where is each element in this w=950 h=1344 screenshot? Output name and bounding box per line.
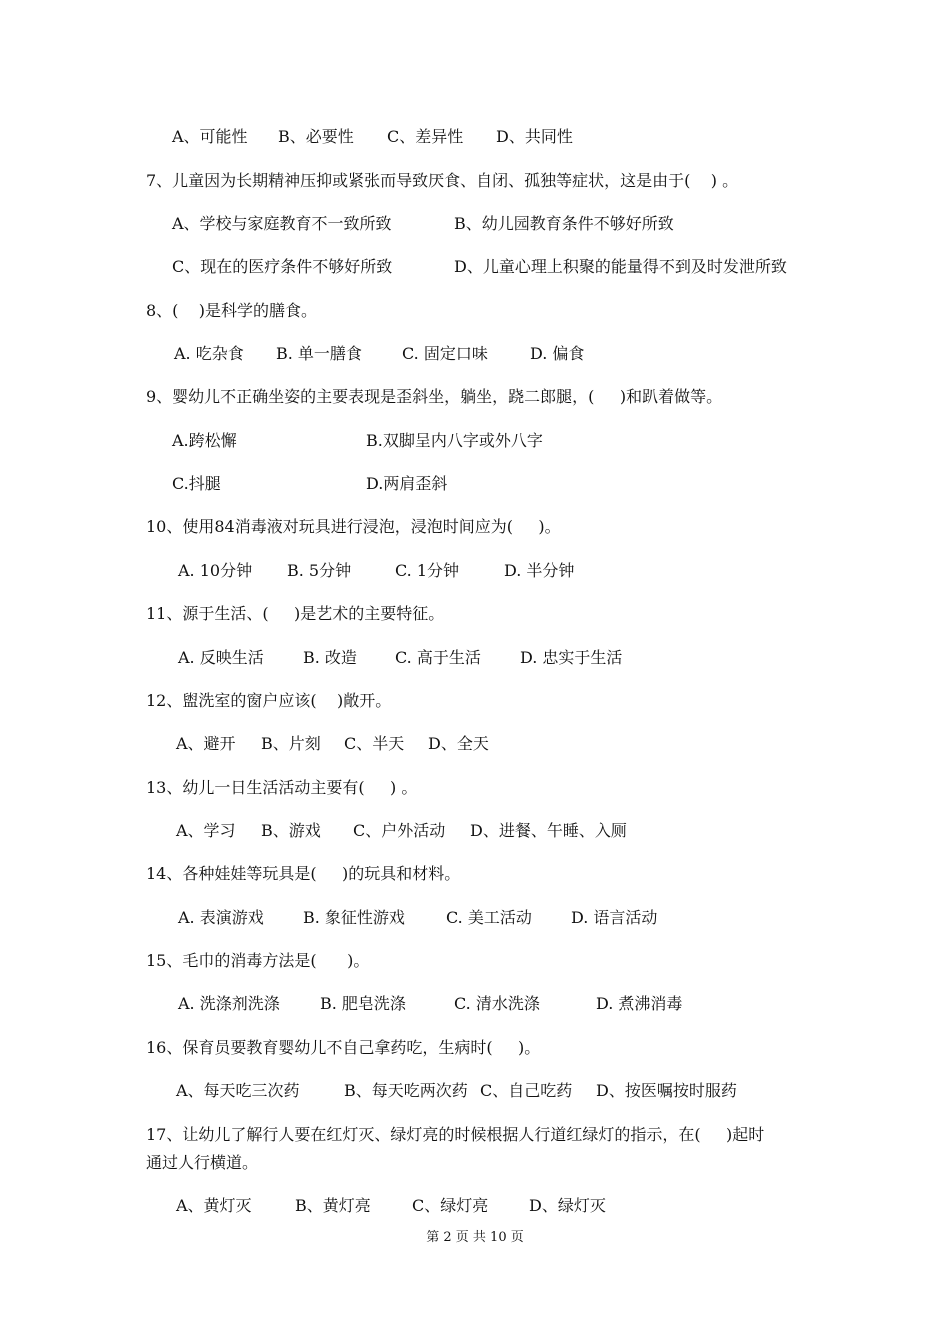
question-13-text: 13、幼儿一日生活活动主要有( ) 。 (146, 778, 418, 797)
option-b: B. 改造 (303, 648, 357, 667)
option-c: C、户外活动 (353, 821, 446, 840)
option-c: C.抖腿 (172, 474, 221, 493)
option-a: A、学习 (176, 821, 236, 840)
option-b: B、片刻 (261, 734, 321, 753)
question-17-text-continued: 通过人行横道。 (146, 1153, 259, 1172)
option-b: B. 象征性游戏 (303, 908, 405, 927)
option-c: C. 固定口味 (402, 344, 488, 363)
option-a: A、每天吃三次药 (176, 1081, 300, 1100)
option-a: A. 吃杂食 (174, 344, 244, 363)
option-d: D. 半分钟 (504, 561, 575, 580)
option-a: A. 10分钟 (178, 561, 253, 580)
option-d: D.两肩歪斜 (366, 474, 448, 493)
option-c: C、绿灯亮 (412, 1196, 489, 1215)
option-b: B. 单一膳食 (276, 344, 362, 363)
option-a: A. 洗涤剂洗涤 (178, 994, 280, 1013)
option-d: D、儿童心理上积聚的能量得不到及时发泄所致 (454, 257, 787, 276)
option-d: D、进餐、午睡、入厕 (470, 821, 627, 840)
option-d: D. 偏食 (530, 344, 585, 363)
question-14-text: 14、各种娃娃等玩具是( )的玩具和材料。 (146, 864, 461, 883)
option-b: B、游戏 (261, 821, 321, 840)
option-d: D、绿灯灭 (529, 1196, 606, 1215)
question-17-text: 17、让幼儿了解行人要在红灯灭、绿灯亮的时候根据人行道红绿灯的指示，在( )起时 (146, 1125, 765, 1144)
option-a: A、避开 (176, 734, 236, 753)
option-a: A.跨松懈 (172, 431, 237, 450)
option-b: B、幼儿园教育条件不够好所致 (454, 214, 674, 233)
option-d: D、按医嘱按时服药 (596, 1081, 737, 1100)
option-c: C. 清水洗涤 (454, 994, 540, 1013)
question-16-text: 16、保育员要教育婴幼儿不自己拿药吃，生病时( )。 (146, 1038, 541, 1057)
option-a: A、学校与家庭教育不一致所致 (172, 214, 392, 233)
option-a: A、黄灯灭 (176, 1196, 252, 1215)
option-c: C、半天 (344, 734, 405, 753)
option-a: A、可能性 (172, 127, 248, 146)
option-d: D. 语言活动 (571, 908, 658, 927)
option-b: B、每天吃两次药 (344, 1081, 468, 1100)
option-a: A. 表演游戏 (178, 908, 264, 927)
question-9-text: 9、婴幼儿不正确坐姿的主要表现是歪斜坐，躺坐，跷二郎腿，( )和趴着做等。 (146, 387, 723, 406)
question-15-text: 15、毛巾的消毒方法是( )。 (146, 951, 370, 970)
option-c: C. 美工活动 (446, 908, 532, 927)
question-10-text: 10、使用84消毒液对玩具进行浸泡，浸泡时间应为( )。 (146, 517, 561, 536)
option-b: B、黄灯亮 (295, 1196, 371, 1215)
page-footer: 第 2 页 共 10 页 (426, 1230, 524, 1245)
option-d: D. 煮沸消毒 (596, 994, 683, 1013)
option-a: A. 反映生活 (178, 648, 264, 667)
option-c: C、自己吃药 (480, 1081, 573, 1100)
question-7-text: 7、儿童因为长期精神压抑或紧张而导致厌食、自闭、孤独等症状，这是由于( ) 。 (146, 171, 739, 190)
question-11-text: 11、源于生活、( )是艺术的主要特征。 (146, 604, 445, 623)
option-b: B、必要性 (278, 127, 354, 146)
option-b: B. 肥皂洗涤 (320, 994, 406, 1013)
option-c: C、现在的医疗条件不够好所致 (172, 257, 393, 276)
question-12-text: 12、盥洗室的窗户应该( )敞开。 (146, 691, 392, 710)
option-c: C、差异性 (387, 127, 464, 146)
option-c: C. 1分钟 (395, 561, 460, 580)
option-d: D. 忠实于生活 (520, 648, 623, 667)
option-c: C. 高于生活 (395, 648, 481, 667)
option-d: D、共同性 (496, 127, 573, 146)
option-b: B.双脚呈内八字或外八字 (366, 431, 543, 450)
option-b: B. 5分钟 (287, 561, 352, 580)
option-d: D、全天 (428, 734, 489, 753)
question-8-text: 8、( )是科学的膳食。 (146, 301, 318, 320)
